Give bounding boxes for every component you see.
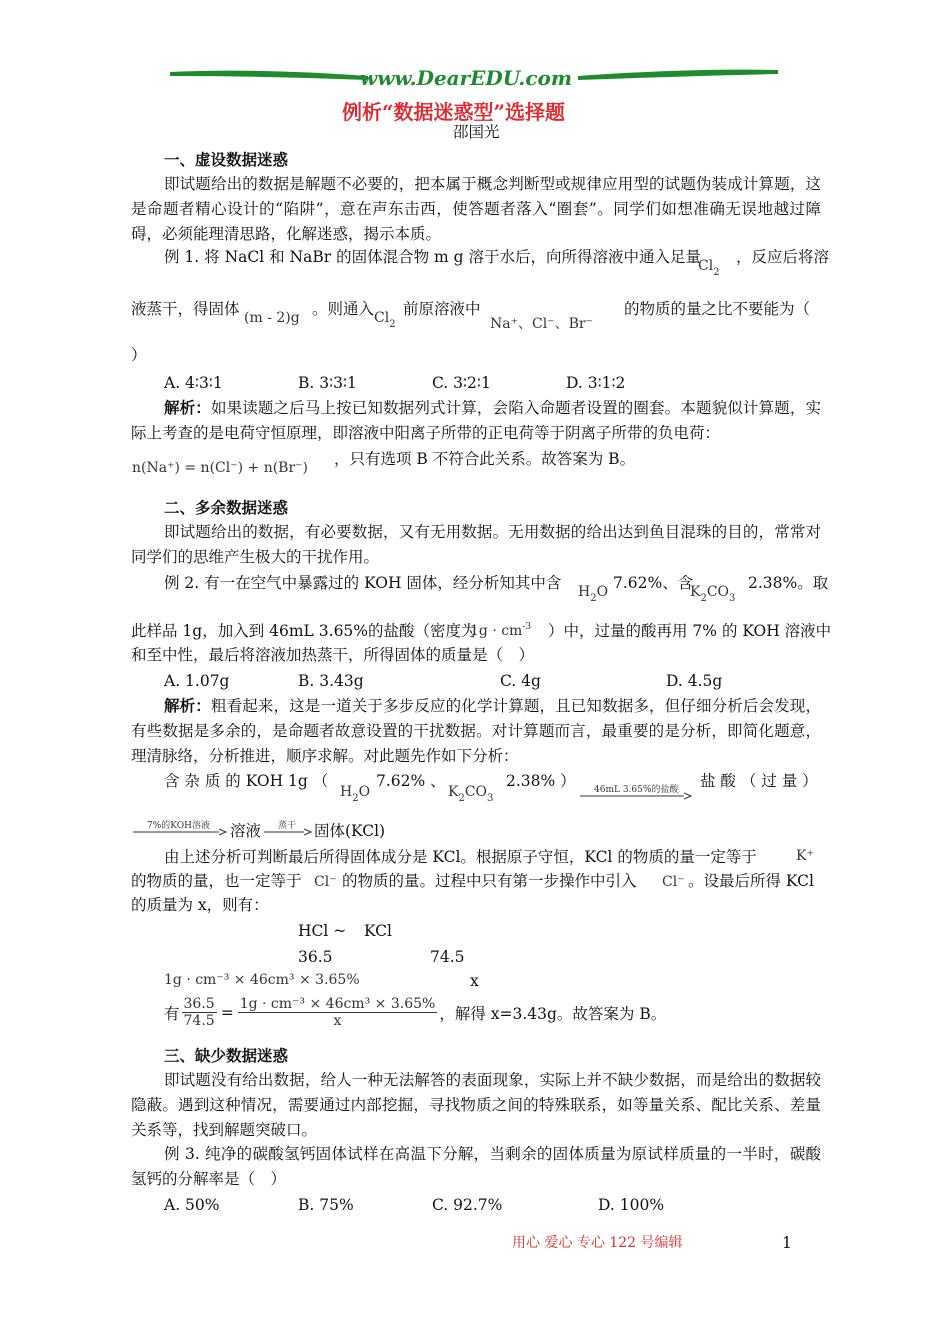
flow-h2o-pct: 7.62% 、 — [376, 772, 446, 790]
right-swoosh — [578, 70, 778, 80]
reaction-arrow-1 — [578, 782, 694, 800]
molar-mass-kcl: 74.5 — [430, 948, 465, 966]
section3-intro: 即试题没有给出数据，给人一种无法解答的表面现象，实际上并不缺少数据，而是给出的数据较隐蔽。遇到这种情况，需要通过内部挖掘，寻找物质之间的特殊联系，如等量关系、配比关系、差量关系等，找到解题突破口。 — [131, 1071, 821, 1139]
para2-line3: 的质量为 x，则有： — [131, 896, 269, 914]
ex2-option-b: B. 3.43g — [298, 672, 364, 690]
arrow1-label: 46mL 3.65%的盐酸 — [594, 785, 679, 795]
fraction-molar: $\frac{36.5}{74.5}$ — [183, 996, 215, 1029]
ex2-line2b: ）中，过量的酸再用 7% 的 KOH 溶液中 — [548, 622, 832, 640]
ex2-line1c: 2.38%。取 — [748, 574, 829, 592]
analysis-label: 解析： — [164, 696, 211, 715]
ex1-option-a: A. 4∶3∶1 — [164, 374, 223, 392]
cl2-formula-2: $Cl_2$ — [374, 310, 396, 330]
reaction-arrow-3 — [262, 818, 312, 838]
ex1-line2d: 的物质的量之比不要能为（ — [624, 300, 811, 318]
k2co3-formula-2: $K_2CO_3$ — [448, 784, 494, 804]
k-plus-ion: K⁺ — [796, 848, 814, 864]
arrow-icon — [131, 828, 227, 836]
ex3-option-d: D. 100% — [598, 1196, 665, 1214]
ex3-question: 例 3. 纯净的碳酸氢钙固体试样在高温下分解，当剩余的固体质量为原试样质量的一半时，碳酸氢钙的分解率是（ ） — [131, 1145, 821, 1188]
ex1-conclusion: ，只有选项 B 不符合此关系。故答案为 B。 — [334, 450, 636, 468]
ex1-line2a: 液蒸干，得固体 — [131, 300, 240, 318]
ex2-line2a: 此样品 1g，加入到 46mL 3.65%的盐酸（密度为 — [131, 622, 477, 640]
ex2-line1a: 例 2. 有一在空气中暴露过的 KOH 固体，经分析知其中含 — [164, 574, 562, 592]
h2o-formula-2: $H_2O$ — [340, 784, 371, 804]
relation-kcl: KCl — [364, 922, 392, 940]
ex2-option-a: A. 1.07g — [164, 672, 230, 690]
fraction-mass: $\frac{\text{1g · cm⁻³ × 46cm³ × 3.65\%}}{x}$ — [239, 996, 436, 1029]
mass-expression: (m - 2)g — [244, 310, 300, 326]
analysis-text: 如果读题之后马上按已知数据列式计算，会陷入命题者设置的圈套。本题貌似计算题，实际上考查的是电荷守恒原理，即溶液中阳离子所带的正电荷等于阴离子所带的负电荷： — [131, 399, 821, 442]
ex2-option-c: C. 4g — [500, 672, 541, 690]
ion-list: Na⁺、Cl⁻、Br⁻ — [490, 316, 593, 332]
flow-solid-kcl: 固体(KCl) — [314, 822, 386, 840]
para2-line2c: 。设最后所得 KCl — [688, 872, 814, 890]
cl-minus-ion: Cl⁻ — [314, 874, 337, 890]
section3-heading: 三、缺少数据迷惑 — [164, 1046, 289, 1065]
ex2-line1b: 7.62%、含 — [613, 574, 694, 592]
cl2-formula: $Cl_2$ — [698, 258, 720, 278]
flow-k2co3-pct: 2.38% ） — [506, 772, 576, 790]
eq-prefix: 有 — [164, 1004, 180, 1023]
k2co3-formula: $K_2CO_3$ — [690, 584, 736, 604]
section2-intro: 即试题给出的数据，有必要数据，又有无用数据。无用数据的给出达到鱼目混珠的目的，常常对同学们的思维产生极大的干扰作用。 — [131, 523, 821, 566]
analysis-label: 解析： — [164, 398, 211, 417]
ex3-option-b: B. 75% — [298, 1196, 354, 1214]
section1-intro: 即试题给出的数据是解题不必要的，把本属于概念判断型或规律应用型的试题伪装成计算题，这是命题者精心设计的“陷阱”，意在声东击西，使答题者落入“圈套”。同学们如想准确无误地越过障碍，必须能理清思路，化解迷惑，揭示本质。 — [131, 175, 821, 243]
footer-slogan: 用心 爱心 专心 122 号编辑 — [512, 1235, 683, 1251]
mass-kcl: x — [470, 972, 479, 990]
arrow3-label: 蒸干 — [278, 821, 297, 831]
left-swoosh — [170, 71, 368, 80]
flow-excess-acid: 盐 酸 （ 过 量 ） — [700, 772, 818, 790]
flow-solution: 溶液 — [230, 822, 262, 840]
ex1-line1 — [164, 246, 701, 268]
flow-start: 含 杂 质 的 KOH 1g （ — [164, 772, 329, 790]
ex3-option-a: A. 50% — [164, 1196, 220, 1214]
para2-line2a: 的物质的量，也一定等于 — [131, 872, 302, 890]
eq-result: ，解得 x=3.43g。故答案为 B。 — [439, 1004, 667, 1023]
author: 邵国光 — [453, 123, 500, 141]
ex3-option-c: C. 92.7% — [432, 1196, 503, 1214]
molar-mass-hcl: 36.5 — [298, 948, 333, 966]
ex1-analysis — [131, 396, 821, 446]
arrow-icon — [262, 828, 312, 836]
section2-heading: 二、多余数据迷惑 — [164, 498, 289, 517]
logo-text: www.DearEDU.com — [360, 66, 573, 90]
ex1-option-b: B. 3∶3∶1 — [298, 374, 357, 392]
charge-equation: n(Na⁺) = n(Cl⁻) + n(Br⁻) — [132, 460, 309, 476]
mass-hcl: 1g · cm⁻³ × 46cm³ × 3.65% — [164, 972, 360, 988]
para2-line2b: 的物质的量。过程中只有第一步操作中引入 — [342, 872, 637, 890]
relation-hcl: HCl ~ — [298, 922, 347, 940]
ex1-line1-text: 例 1. 将 NaCl 和 NaBr 的固体混合物 m g 溶于水后，向所得溶液中通入足量 — [164, 248, 701, 266]
density-value: $1g \cdot cm^{-3}$ — [470, 622, 532, 639]
arrow-icon — [578, 792, 694, 800]
analysis-text: 粗看起来，这是一道关于多步反应的化学计算题，且已知数据多，但仔细分析后会发现，有些数据是多余的，是命题者故意设置的干扰数据。对计算题而言，最重要的是分析，即简化题意，理清脉络，分析推进，顺序求解。对此题先作如下分析： — [131, 697, 821, 765]
proportion-equation — [164, 996, 666, 1029]
equals-sign: = — [220, 1003, 234, 1022]
page-number: 1 — [782, 1234, 792, 1252]
ex1-option-d: D. 3∶1∶2 — [566, 374, 626, 392]
reaction-arrow-2 — [131, 818, 227, 838]
page-title: 例析“数据迷惑型”选择题 — [342, 100, 566, 124]
ex1-option-c: C. 3∶2∶1 — [432, 374, 491, 392]
cl-minus-ion-2: Cl⁻ — [662, 874, 685, 890]
ex1-line2b: 。则通入 — [312, 300, 375, 318]
ex2-option-d: D. 4.5g — [666, 672, 723, 690]
para2-line1: 由上述分析可判断最后所得固体成分是 KCl。根据原子守恒，KCl 的物质的量一定等于 — [164, 848, 757, 866]
ex2-line3: 和至中性，最后将溶液加热蒸干，所得固体的质量是（ ） — [131, 646, 535, 664]
h2o-formula: $H_2O$ — [578, 584, 609, 604]
ex2-analysis — [131, 694, 821, 768]
arrow2-label: 7%的KOH溶液 — [147, 821, 210, 831]
ex1-line2c: 前原溶液中 — [403, 300, 481, 318]
ex1-line1-end: ，反应后将溶 — [736, 248, 830, 266]
section1-heading: 一、虚设数据迷惑 — [164, 150, 289, 169]
ex1-line3: ） — [131, 346, 147, 364]
